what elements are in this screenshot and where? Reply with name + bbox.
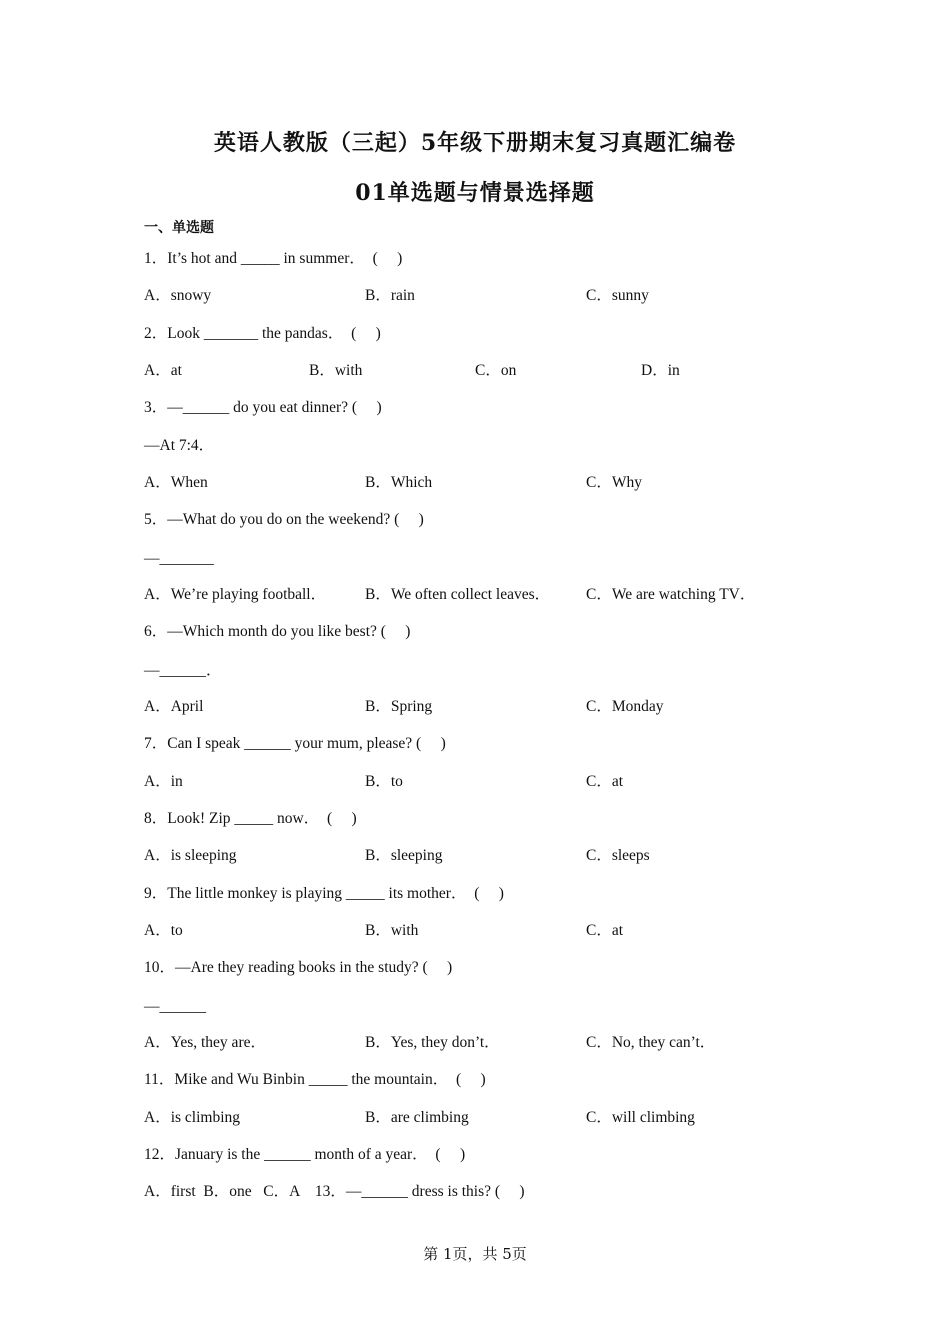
option-line: A．first B．one C．A 13．—______ dress is this? ( ) xyxy=(144,1183,525,1200)
option-b: B．rain xyxy=(365,287,415,304)
option-b: B．are climbing xyxy=(365,1109,469,1126)
question-stem: 12．January is the ______ month of a year． ( ) xyxy=(144,1146,466,1163)
question-stem: 3．—______ do you eat dinner? ( ) xyxy=(144,399,382,416)
option-d: D．in xyxy=(641,362,680,379)
question-sub: —At 7:4． xyxy=(144,437,215,454)
option-b: B．to xyxy=(365,773,403,790)
option-c: C．sleeps xyxy=(586,847,650,864)
document-title: 英语人教版（三起）5年级下册期末复习真题汇编卷 xyxy=(213,130,737,156)
option-c: C．We are watching TV． xyxy=(586,586,756,603)
question-sub: —_______ xyxy=(144,550,214,567)
question-sub: —______ xyxy=(144,998,206,1015)
option-b: B．with xyxy=(309,362,363,379)
option-a: A．to xyxy=(144,922,183,939)
option-c: C．Why xyxy=(586,474,642,491)
option-b: B．Yes, they don’t． xyxy=(365,1034,500,1051)
option-a: A．at xyxy=(144,362,182,379)
option-b: B．with xyxy=(365,922,419,939)
option-c: C．on xyxy=(475,362,517,379)
option-c: C．Monday xyxy=(586,698,664,715)
document-subtitle: 01单选题与情景选择题 xyxy=(355,180,595,206)
question-stem: 5．—What do you do on the weekend? ( ) xyxy=(144,511,424,528)
option-a: A．Yes, they are． xyxy=(144,1034,266,1051)
question-stem: 9．The little monkey is playing _____ its mother． ( ) xyxy=(144,885,504,902)
section-heading: 一、单选题 xyxy=(144,220,214,236)
option-a: A．snowy xyxy=(144,287,212,304)
question-stem: 10．—Are they reading books in the study? ( ) xyxy=(144,959,453,976)
question-stem: 1．It’s hot and _____ in summer． ( ) xyxy=(144,250,403,267)
option-a: A．is sleeping xyxy=(144,847,237,864)
question-stem: 6．—Which month do you like best? ( ) xyxy=(144,623,411,640)
option-a: A．in xyxy=(144,773,183,790)
option-a: A．April xyxy=(144,698,204,715)
option-b: B．sleeping xyxy=(365,847,443,864)
option-b: B．Which xyxy=(365,474,433,491)
question-stem: 11．Mike and Wu Binbin _____ the mountain． ( ) xyxy=(144,1071,486,1088)
option-c: C．sunny xyxy=(586,287,649,304)
question-stem: 8．Look! Zip _____ now． ( ) xyxy=(144,810,357,827)
option-c: C．at xyxy=(586,773,624,790)
option-b: B．We often collect leaves． xyxy=(365,586,551,603)
option-a: A．is climbing xyxy=(144,1109,241,1126)
question-stem: 7．Can I speak ______ your mum, please? ( ) xyxy=(144,735,446,752)
question-sub: —______． xyxy=(144,662,222,679)
option-c: C．will climbing xyxy=(586,1109,695,1126)
question-stem: 2．Look _______ the pandas． ( ) xyxy=(144,325,381,342)
option-b: B．Spring xyxy=(365,698,433,715)
option-a: A．When xyxy=(144,474,208,491)
option-c: C．No, they can’t． xyxy=(586,1034,716,1051)
option-c: C．at xyxy=(586,922,624,939)
page-footer: 第 1页，共 5页 xyxy=(423,1245,527,1263)
option-a: A．We’re playing football． xyxy=(144,586,327,603)
